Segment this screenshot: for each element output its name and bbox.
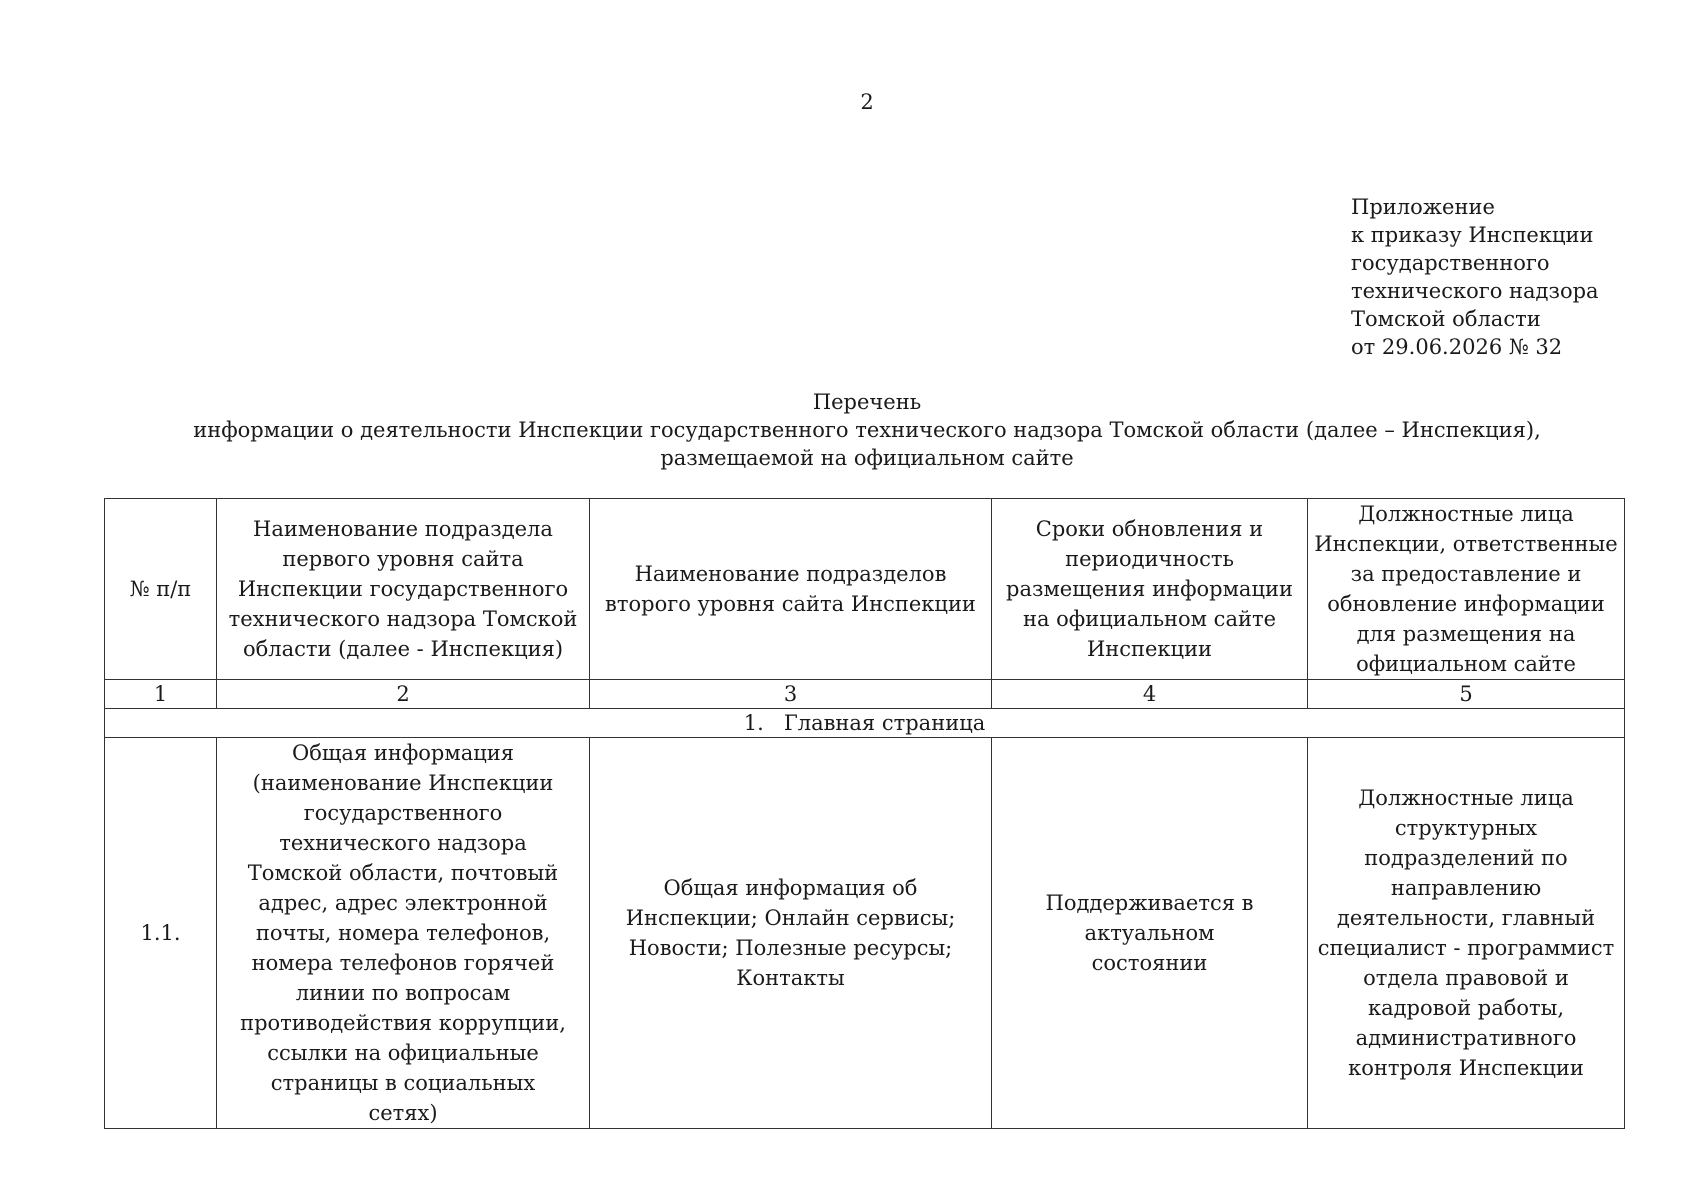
appendix-line: к приказу Инспекции <box>1351 223 1594 247</box>
column-number: 5 <box>1308 680 1625 709</box>
page-number: 2 <box>860 90 874 114</box>
appendix-line: технического надзора <box>1351 279 1599 303</box>
appendix-line: государственного <box>1351 251 1550 275</box>
column-number: 1 <box>105 680 217 709</box>
row-number: 1.1. <box>105 738 217 1129</box>
header-cell: Наименование подраздела первого уровня сайта Инспекции государственного технического надзора Томской области (далее - Инспекция) <box>217 499 590 680</box>
appendix-block <box>1351 193 1599 361</box>
section-heading: 1. Главная страница <box>105 709 1625 738</box>
column-number-row <box>105 680 1625 709</box>
title-line-1: Перечень <box>812 390 922 414</box>
appendix-line: Приложение <box>1351 195 1495 219</box>
first-level-cell: Общая информация (наименование Инспекции государственного технического надзора Томской области, почтовый адрес, адрес электронной почты, номера телефонов, номера телефонов горячей линии по вопросам противодействия коррупции, ссылки на официальные страницы в социальных сетях) <box>217 738 590 1129</box>
update-terms-cell: Поддерживается в актуальном состоянии <box>992 738 1308 1129</box>
title-line-2: информации о деятельности Инспекции государственного технического надзора Томской области (далее – Инспекция), размещаемой на официальном сайте <box>193 418 1541 470</box>
appendix-line: Томской области <box>1351 307 1541 331</box>
table-header-row <box>105 499 1625 680</box>
column-number: 4 <box>992 680 1308 709</box>
information-table <box>104 498 1625 1129</box>
header-cell: № п/п <box>105 499 217 680</box>
appendix-line: от 29.06.2026 № 32 <box>1351 335 1563 359</box>
responsible-cell: Должностные лица структурных подразделений по направлению деятельности, главный специалист - программист отдела правовой и кадровой работы, административного контроля Инспекции <box>1308 738 1625 1129</box>
header-cell: Наименование подразделов второго уровня сайта Инспекции <box>590 499 992 680</box>
column-number: 3 <box>590 680 992 709</box>
section-row <box>105 709 1625 738</box>
table-row <box>105 738 1625 1129</box>
header-cell: Должностные лица Инспекции, ответственные за предоставление и обновление информации для размещения на официальном сайте <box>1308 499 1625 680</box>
document-title <box>150 388 1584 472</box>
header-cell: Сроки обновления и периодичность размещения информации на официальном сайте Инспекции <box>992 499 1308 680</box>
second-level-cell: Общая информация об Инспекции; Онлайн сервисы; Новости; Полезные ресурсы; Контакты <box>590 738 992 1129</box>
column-number: 2 <box>217 680 590 709</box>
